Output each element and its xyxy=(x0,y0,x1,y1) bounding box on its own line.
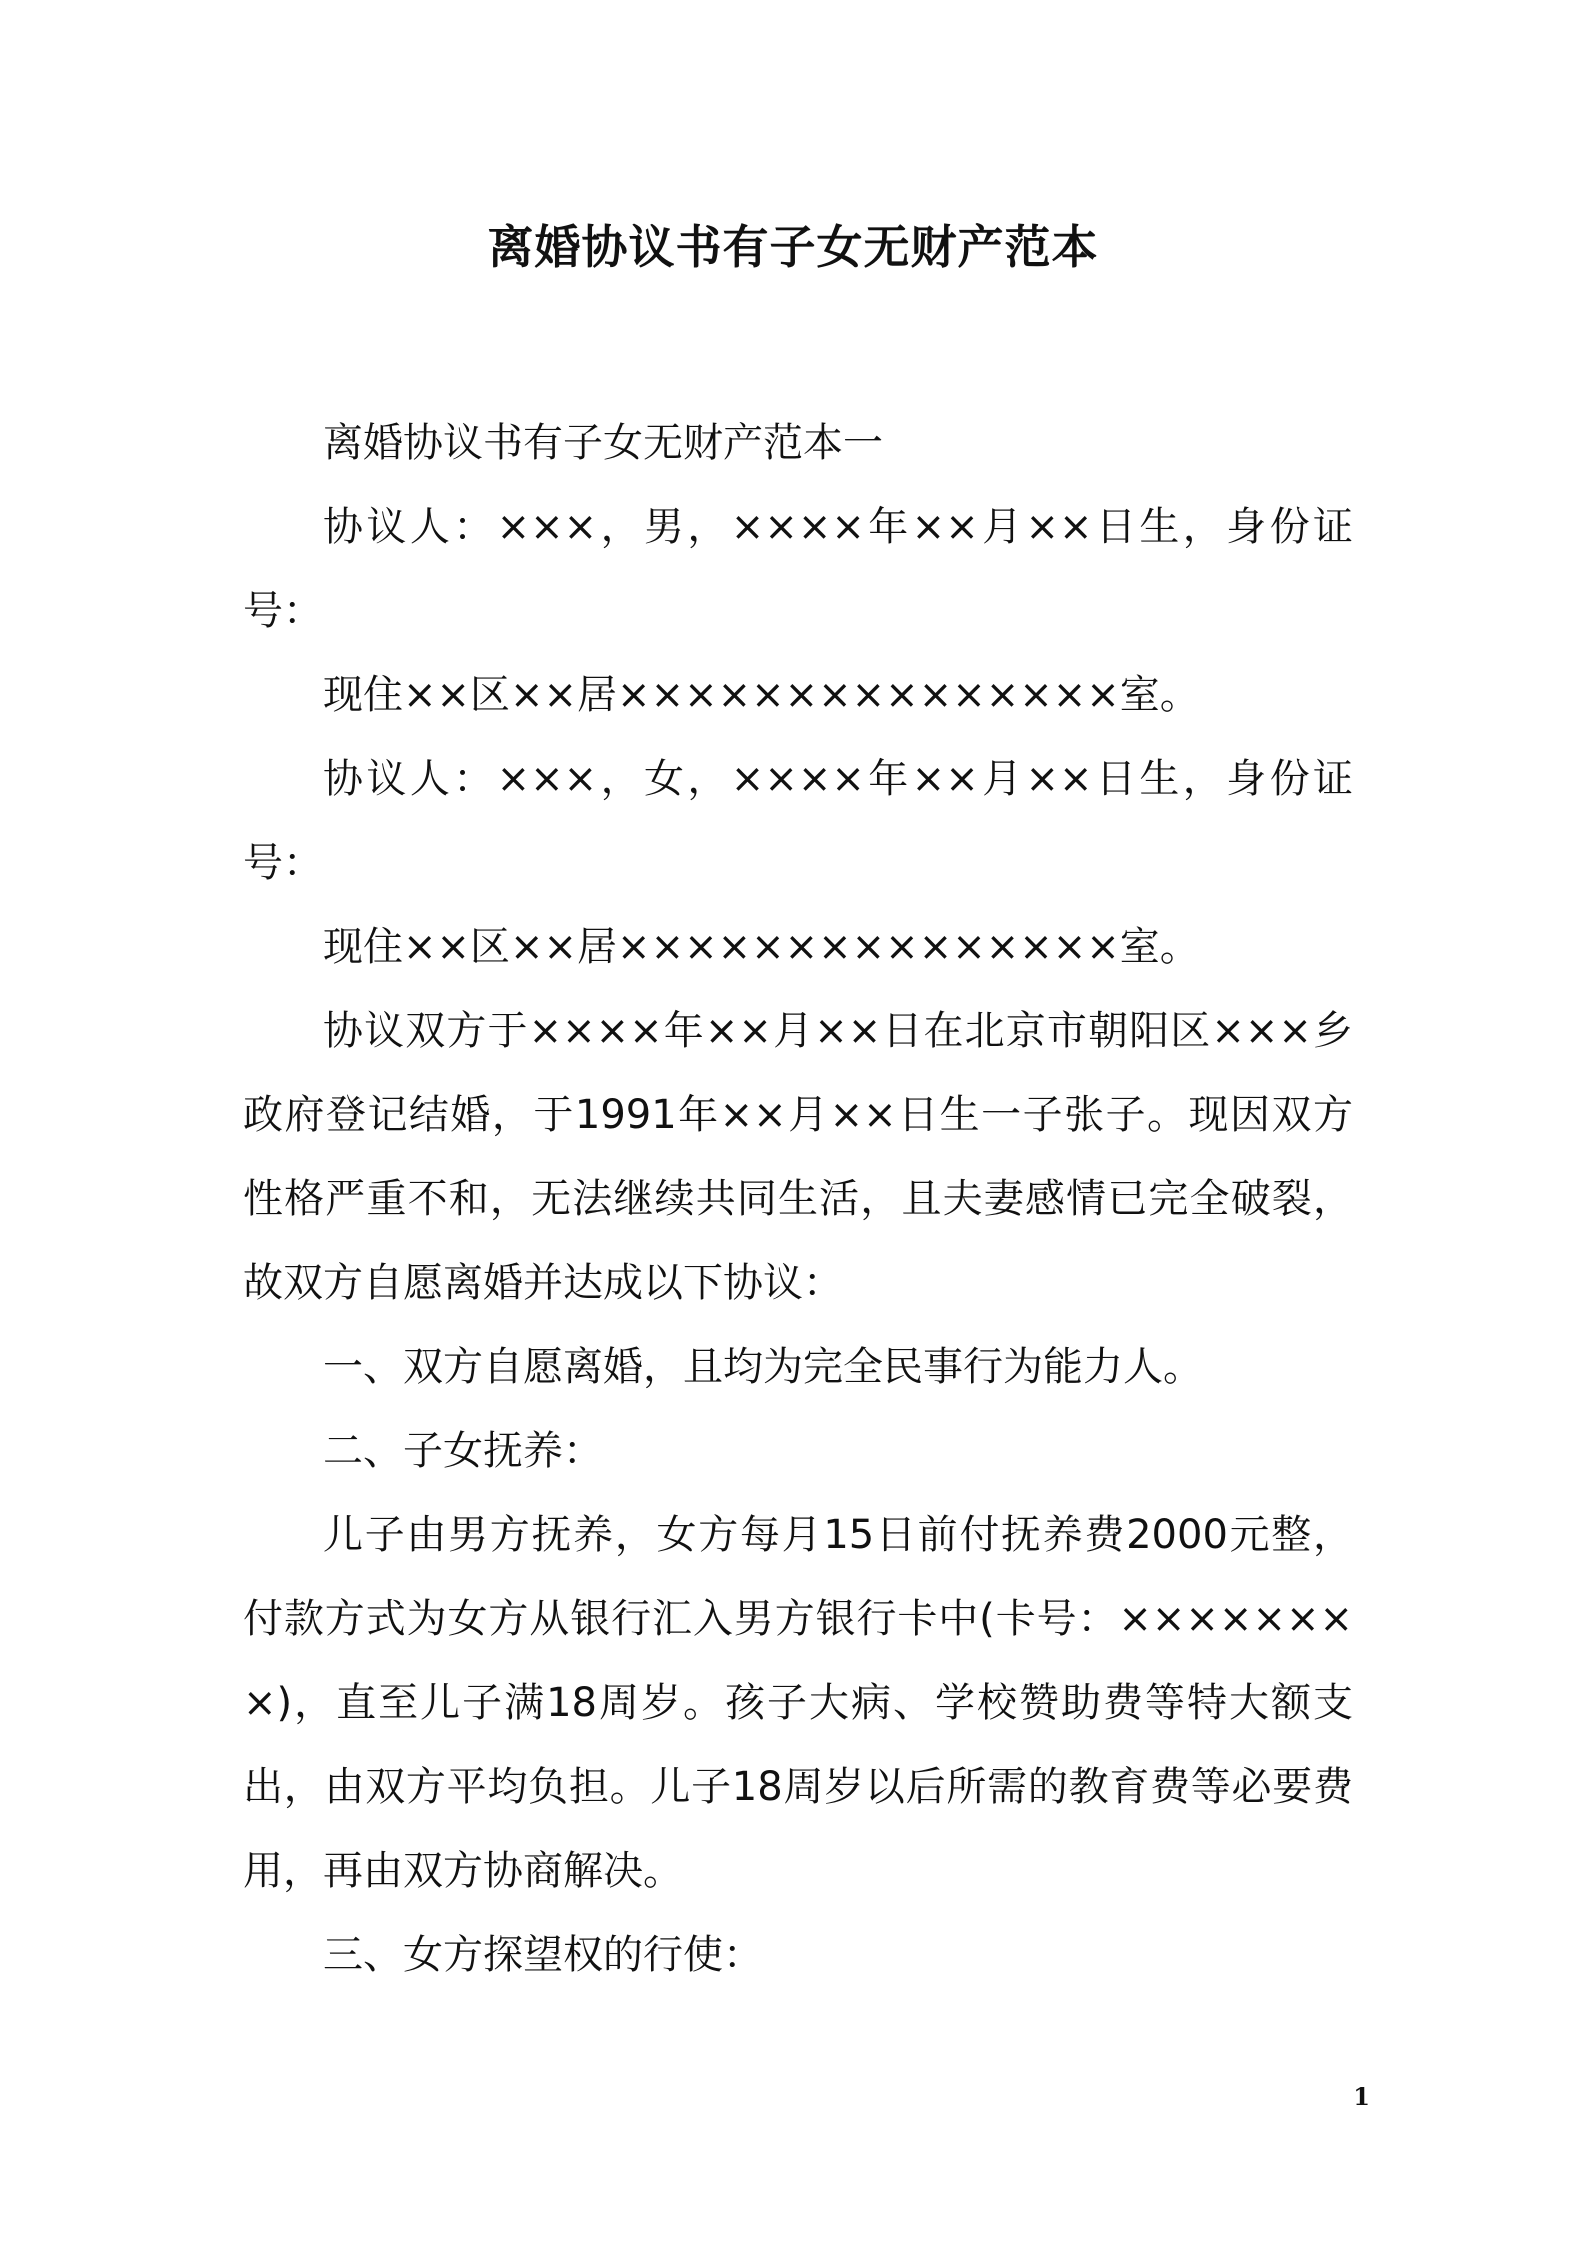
clause-2-body: 儿子由男方抚养，女方每月15日前付抚养费2000元整，付款方式为女方从银行汇入男方银行卡中(卡号：××××××××)，直至儿子满18周岁。孩子大病、学校赞助费等特大额支出，由双方平均负担。儿子18周岁以后所需的教育费等必要费用，再由双方协商解决。 xyxy=(243,1512,1353,1894)
document-body xyxy=(243,401,1353,1997)
party-male-address: 现住××区××居×××××××××××××××室。 xyxy=(323,672,1200,718)
party-male-info: 协议人：×××，男，××××年××月××日生，身份证号： xyxy=(243,504,1353,634)
page-number: 1 xyxy=(1353,2082,1370,2111)
party-female-info: 协议人：×××，女，××××年××月××日生，身份证号： xyxy=(243,756,1353,886)
clause-3-heading: 三、女方探望权的行使： xyxy=(323,1932,763,1978)
party-female-address: 现住××区××居×××××××××××××××室。 xyxy=(323,924,1200,970)
clause-1: 一、双方自愿离婚，且均为完全民事行为能力人。 xyxy=(323,1344,1203,1390)
section-heading: 离婚协议书有子女无财产范本一 xyxy=(323,420,883,466)
document-title: 离婚协议书有子女无财产范本 xyxy=(487,220,1099,274)
marriage-background: 协议双方于××××年××月××日在北京市朝阳区×××乡政府登记结婚，于1991年××月××日生一子张子。现因双方性格严重不和，无法继续共同生活，且夫妻感情已完全破裂，故双方自愿离婚并达成以下协议： xyxy=(243,1008,1353,1306)
clause-2-heading: 二、子女抚养： xyxy=(323,1428,603,1474)
